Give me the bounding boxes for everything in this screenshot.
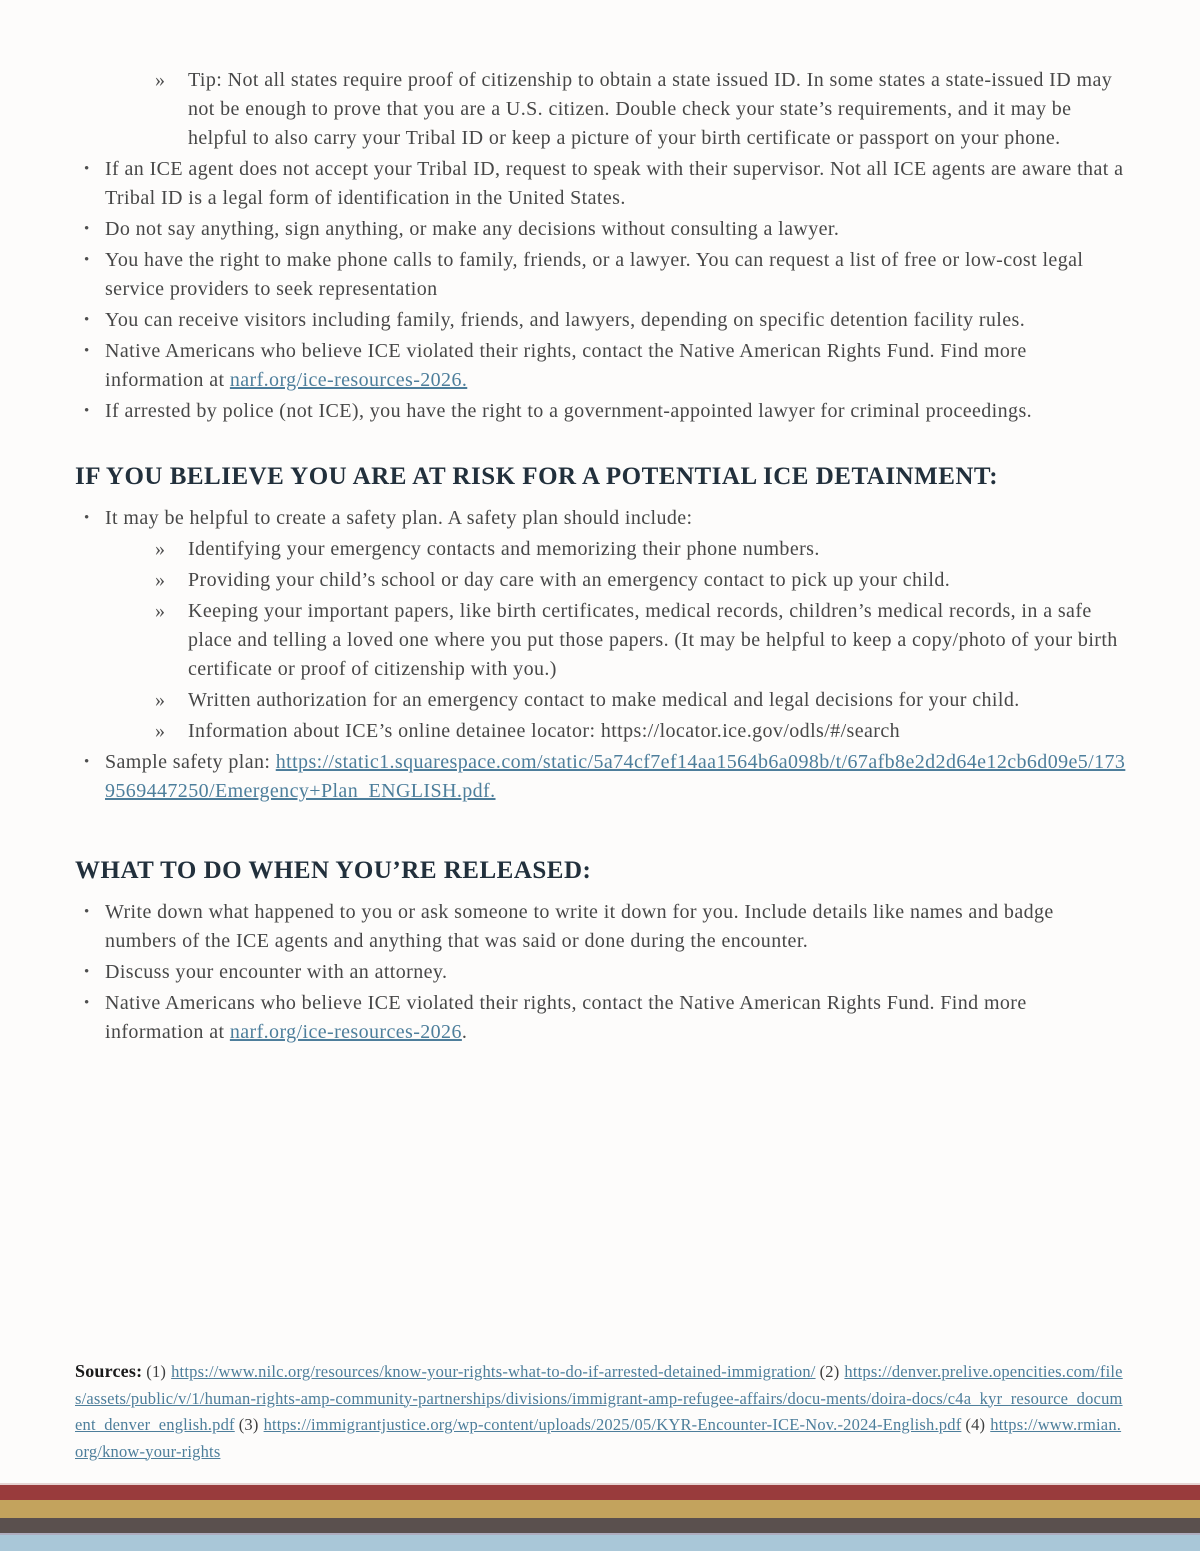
footer-stripe-red: [0, 1483, 1200, 1500]
sub-bullet-icon: »: [155, 569, 166, 591]
bullet-icon: •: [84, 312, 90, 328]
bullet-text: [105, 989, 1127, 1047]
sub-bullet-text: Keeping your important papers, like birth certificates, medical records, children’s medical records, in a safe place and telling a loved one where you put those papers. (It may be helpful to keep a copy/photo of your birth certificate or proof of citizenship with you.): [188, 600, 1118, 680]
source-link-1[interactable]: https://www.nilc.org/resources/know-your-rights-what-to-do-if-arrested-detained-immigration/: [171, 1362, 816, 1381]
tip-text: Tip: Not all states require proof of citizenship to obtain a state issued ID. In some states a state-issued ID may not be enough to prove that you are a U.S. citizen. Double check your state’s requirements, and it may be helpful to also carry your Tribal ID or keep a picture of your birth certificate or passport on your phone.: [188, 69, 1113, 149]
bullet-text-before-link: Native Americans who believe ICE violated their rights, contact the Native American Rights Fund. Find more information at: [105, 340, 1027, 391]
page-content: [75, 66, 1127, 1049]
list-item: [75, 306, 1127, 335]
list-item: [75, 504, 1127, 533]
tip-item: [75, 66, 1127, 153]
list-item: [75, 748, 1127, 806]
sub-bullet-icon: »: [155, 600, 166, 622]
sub-bullet-text: Written authorization for an emergency contact to make medical and legal decisions for your child.: [188, 689, 1020, 711]
source-number: (3): [238, 1415, 259, 1434]
sub-bullet-icon: »: [155, 720, 166, 742]
bullet-icon: •: [84, 221, 90, 237]
bullet-text-after-link: .: [461, 1021, 468, 1043]
list-item: [75, 958, 1127, 987]
bullet-icon: •: [84, 754, 90, 770]
bullet-icon: •: [84, 964, 90, 980]
section-heading-released: WHAT TO DO WHEN YOU’RE RELEASED:: [75, 857, 592, 884]
bullet-text-before-link: Sample safety plan:: [105, 751, 276, 773]
sub-bullet-text: Identifying your emergency contacts and memorizing their phone numbers.: [188, 538, 820, 560]
narf-link[interactable]: narf.org/ice-resources-2026.: [229, 369, 468, 391]
sub-list-item: [75, 686, 1127, 715]
bullet-text: You have the right to make phone calls to family, friends, or a lawyer. You can request a list of free or low-cost legal service providers to seek representation: [105, 249, 1084, 300]
list-item: [75, 989, 1127, 1047]
list-item: [75, 397, 1127, 426]
bullet-icon: •: [84, 252, 90, 268]
bullet-icon: •: [84, 161, 90, 177]
bullet-text: Do not say anything, sign anything, or make any decisions without consulting a lawyer.: [105, 218, 840, 240]
footer-stripe-gold: [0, 1500, 1200, 1518]
bullet-text: It may be helpful to create a safety plan. A safety plan should include:: [105, 507, 693, 529]
bullet-icon: •: [84, 403, 90, 419]
sample-safety-plan-link[interactable]: https://static1.squarespace.com/static/5a74cf7ef14aa1564b6a098b/t/67afb8e2d2d64e12cb6d09e5/1739569447250/Emergency+Plan_ENGLISH.pdf.: [105, 751, 1126, 802]
sub-bullet-icon: »: [155, 538, 166, 560]
source-number: (1): [146, 1362, 167, 1381]
sub-list-item: [75, 566, 1127, 595]
source-link-2[interactable]: https://denver.prelive.opencities.com/files/assets/public/v/1/human-rights-amp-community-partnerships/divisions/immigrant-amp-refugee-affairs/docu-ments/doira-docs/c4a_kyr_resource_document_denver_english.pdf: [75, 1362, 1123, 1434]
section-heading-risk: IF YOU BELIEVE YOU ARE AT RISK FOR A POTENTIAL ICE DETAINMENT:: [75, 463, 999, 490]
bullet-text-before-link: Native Americans who believe ICE violated their rights, contact the Native American Rights Fund. Find more information at: [105, 992, 1027, 1043]
source-number: (2): [819, 1362, 840, 1381]
list-item: [75, 215, 1127, 244]
bullet-text: [105, 748, 1127, 806]
footer-stripes: [0, 1483, 1200, 1551]
source-link-4[interactable]: https://www.rmian.org/know-your-rights: [75, 1415, 1122, 1461]
bullet-text: Write down what happened to you or ask someone to write it down for you. Include details like names and badge numbers of the ICE agents and anything that was said or done during the encounter.: [105, 901, 1054, 952]
bullet-text: If arrested by police (not ICE), you have the right to a government-appointed lawyer for criminal proceedings.: [105, 400, 1033, 422]
list-item: [75, 337, 1127, 395]
source-link-3[interactable]: https://immigrantjustice.org/wp-content/uploads/2025/05/KYR-Encounter-ICE-Nov.-2024-English.pdf: [263, 1415, 962, 1434]
sub-bullet-text: Providing your child’s school or day care with an emergency contact to pick up your child.: [188, 569, 951, 591]
sources-section: [75, 1358, 1127, 1465]
list-item: [75, 898, 1127, 956]
footer-stripe-blue: [0, 1533, 1200, 1551]
bullet-icon: •: [84, 343, 90, 359]
sub-bullet-text: Information about ICE’s online detainee locator: https://locator.ice.gov/odls/#/search: [188, 720, 900, 742]
list-item: [75, 155, 1127, 213]
bullet-text: You can receive visitors including family, friends, and lawyers, depending on specific detention facility rules.: [105, 309, 1026, 331]
bullet-icon: •: [84, 995, 90, 1011]
source-number: (4): [965, 1415, 986, 1434]
list-item: [75, 246, 1127, 304]
sub-list-item: [75, 535, 1127, 564]
bullet-text: If an ICE agent does not accept your Tribal ID, request to speak with their supervisor. Not all ICE agents are aware that a Tribal ID is a legal form of identification in the United States.: [105, 158, 1124, 209]
bullet-icon: •: [84, 510, 90, 526]
footer-stripe-gray: [0, 1518, 1200, 1533]
sub-bullet-icon: »: [155, 689, 166, 711]
sources-label: Sources:: [75, 1361, 143, 1381]
sub-list-item: [75, 717, 1127, 746]
sub-bullet-icon: »: [155, 69, 166, 91]
bullet-icon: •: [84, 904, 90, 920]
narf-link[interactable]: narf.org/ice-resources-2026: [229, 1021, 462, 1043]
bullet-text: Discuss your encounter with an attorney.: [105, 961, 448, 983]
sub-list-item: [75, 597, 1127, 684]
bullet-text: [105, 337, 1127, 395]
